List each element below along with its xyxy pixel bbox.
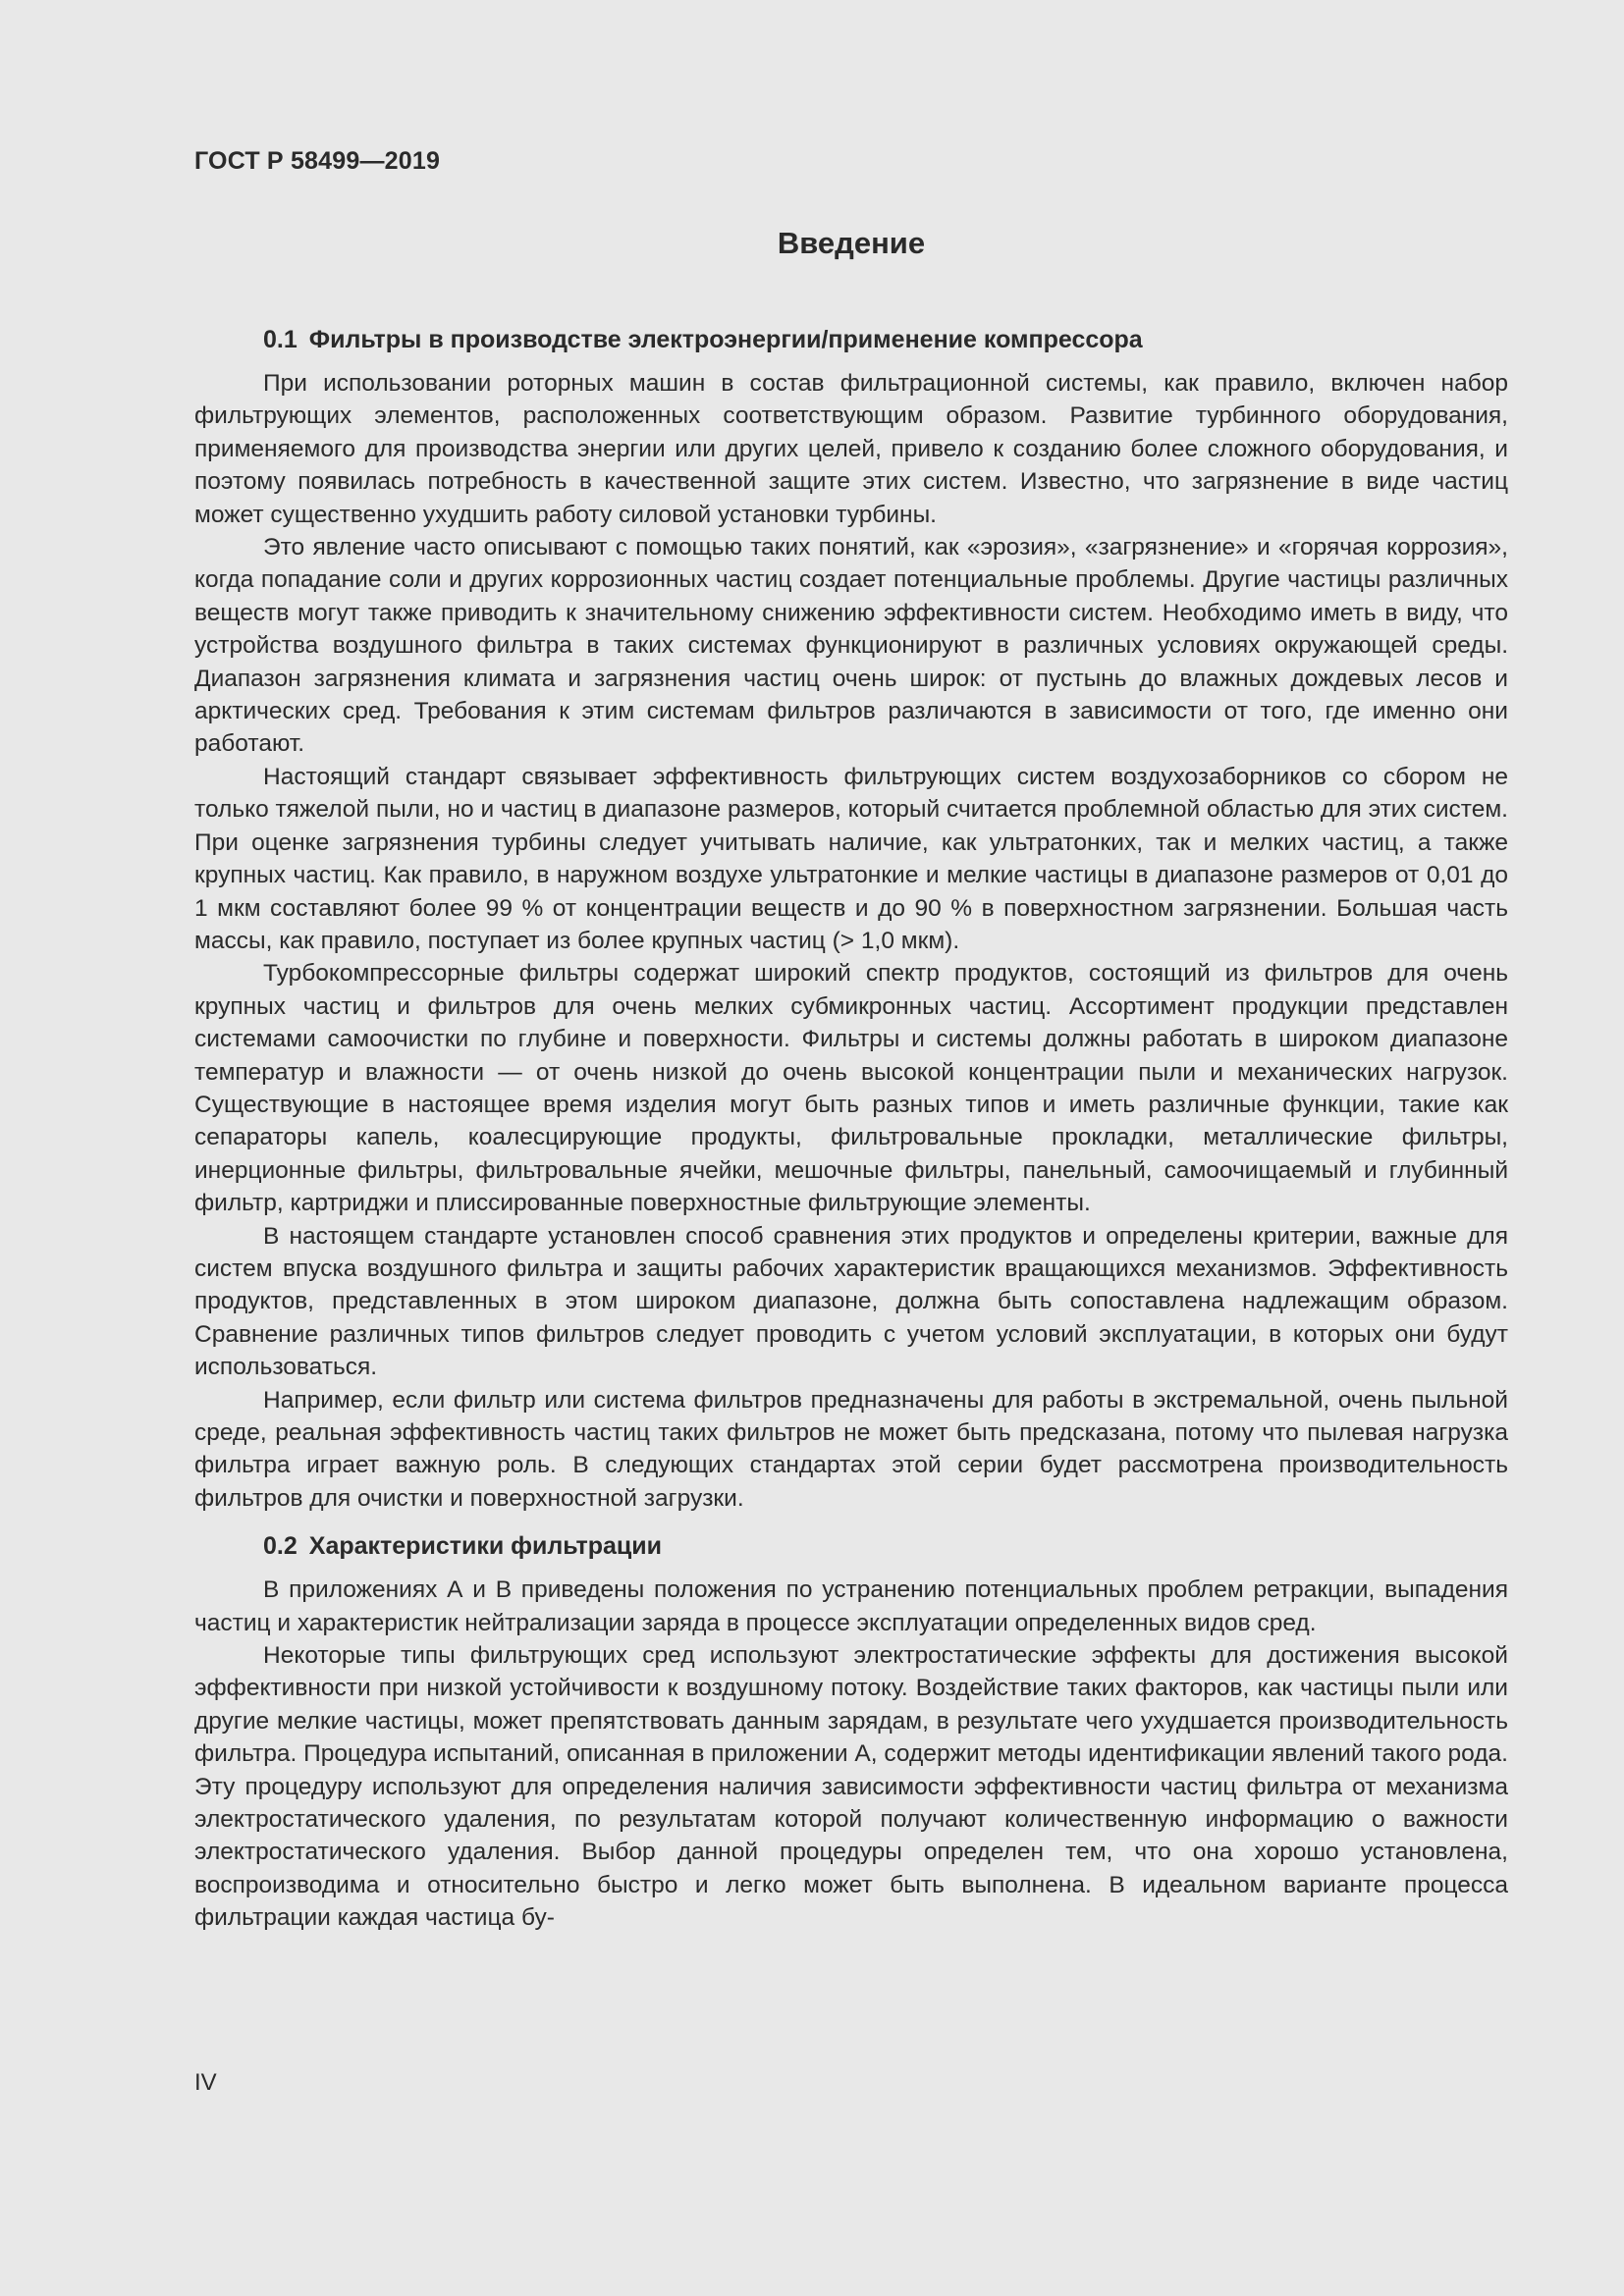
paragraph: При использовании роторных машин в состав фильтрационной системы, как правило, включен набор фильтрующих элементов, расположенных соответствующим образом. Развитие турбинного оборудования, применяемого для производства энергии или других целей, привело к созданию более сложного оборудования, и поэтому появилась потребность в качественной защите этих систем. Известно, что загрязнение в виде частиц может существенно ухудшить работу силовой установки турбины. <box>194 370 1508 528</box>
section-title: Фильтры в производстве электроэнергии/применение компрессора <box>308 326 1143 353</box>
section-heading-0-2 <box>194 1528 1508 1564</box>
paragraph: Настоящий стандарт связывает эффективность фильтрующих систем воздухозаборников со сбором не только тяжелой пыли, но и частиц в диапазоне размеров, который считается проблемной областью для этих систем. При оценке загрязнения турбины следует учитывать наличие, как ультратонких, так и мелких частиц, а также крупных частиц. Как правило, в наружном воздухе ультратонкие и мелкие частицы в диапазоне размеров от 0,01 до 1 мкм составляют более 99 % от концентрации веществ и до 90 % в поверхностном загрязнении. Большая часть массы, как правило, поступает из более крупных частиц (> 1,0 мкм). <box>194 763 1508 954</box>
page-number: IV <box>194 2069 217 2096</box>
page-title: Введение <box>777 226 926 260</box>
paragraph: Некоторые типы фильтрующих сред используют электростатические эффекты для достижения высокой эффективности при низкой устойчивости к воздушному потоку. Воздействие таких факторов, как частицы пыли или другие мелкие частицы, может препятствовать данным зарядам, в результате чего ухудшается производительность фильтра. Процедура испытаний, описанная в приложении А, содержит методы идентификации явлений такого рода. Эту процедуру используют для определения наличия зависимости эффективности частиц фильтра от механизма электростатического удаления, по результатам которой получают количественную информацию о важности электростатического удаления. Выбор данной процедуры определен тем, что она хорошо установлена, воспроизводима и относительно быстро и легко может быть выполнена. В идеальном варианте процесса фильтрации каждая частица бу- <box>194 1642 1508 1932</box>
paragraph: В настоящем стандарте установлен способ сравнения этих продуктов и определены критерии, важные для систем впуска воздушного фильтра и защиты рабочих характеристик вращающихся механизмов. Эффективность продуктов, представленных в этом широком диапазоне, должна быть сопоставлена надлежащим образом. Сравнение различных типов фильтров следует проводить с учетом условий эксплуатации, в которых они будут использоваться. <box>194 1222 1508 1381</box>
paragraph: Это явление часто описывают с помощью таких понятий, как «эрозия», «загрязнение» и «горячая коррозия», когда попадание соли и других коррозионных частиц создает потенциальные проблемы. Другие частицы различных веществ могут также приводить к значительному снижению эффективности систем. Необходимо иметь в виду, что устройства воздушного фильтра в таких системах функционируют в различных условиях окружающей среды. Диапазон загрязнения климата и загрязнения частиц очень широк: от пустынь до влажных дождевых лесов и арктических сред. Требования к этим системам фильтров различаются в зависимости от того, где именно они работают. <box>194 534 1508 758</box>
paragraph: Турбокомпрессорные фильтры содержат широкий спектр продуктов, состоящий из фильтров для очень крупных частиц и фильтров для очень мелких субмикронных частиц. Ассортимент продукции представлен системами самоочистки по глубине и поверхности. Фильтры и системы должны работать в широком диапазоне температур и влажности — от очень низкой до очень высокой концентрации пыли и механических нагрузок. Существующие в настоящее время изделия могут быть разных типов и иметь различные функции, такие как сепараторы капель, коалесцирующие продукты, фильтровальные прокладки, металлические фильтры, инерционные фильтры, фильтровальные ячейки, мешочные фильтры, панельный, самоочищаемый и глубинный фильтр, картриджи и плиссированные поверхностные фильтрующие элементы. <box>194 960 1508 1217</box>
section-number: 0.1 <box>263 326 298 353</box>
section-heading-0-1 <box>194 322 1508 357</box>
paragraph: Например, если фильтр или система фильтров предназначены для работы в экстремальной, очень пыльной среде, реальная эффективность частиц таких фильтров не может быть предсказана, потому что пылевая нагрузка фильтра играет важную роль. В следующих стандартах этой серии будет рассмотрена производительность фильтров для очистки и поверхностной загрузки. <box>194 1386 1508 1512</box>
document-body <box>194 322 1508 1935</box>
section-number: 0.2 <box>263 1532 298 1561</box>
document-header: ГОСТ Р 58499—2019 <box>194 147 441 175</box>
section-title: Характеристики фильтрации <box>308 1532 662 1561</box>
paragraph: В приложениях А и В приведены положения по устранению потенциальных проблем ретракции, выпадения частиц и характеристик нейтрализации заряда в процессе эксплуатации определенных видов сред. <box>194 1576 1508 1636</box>
